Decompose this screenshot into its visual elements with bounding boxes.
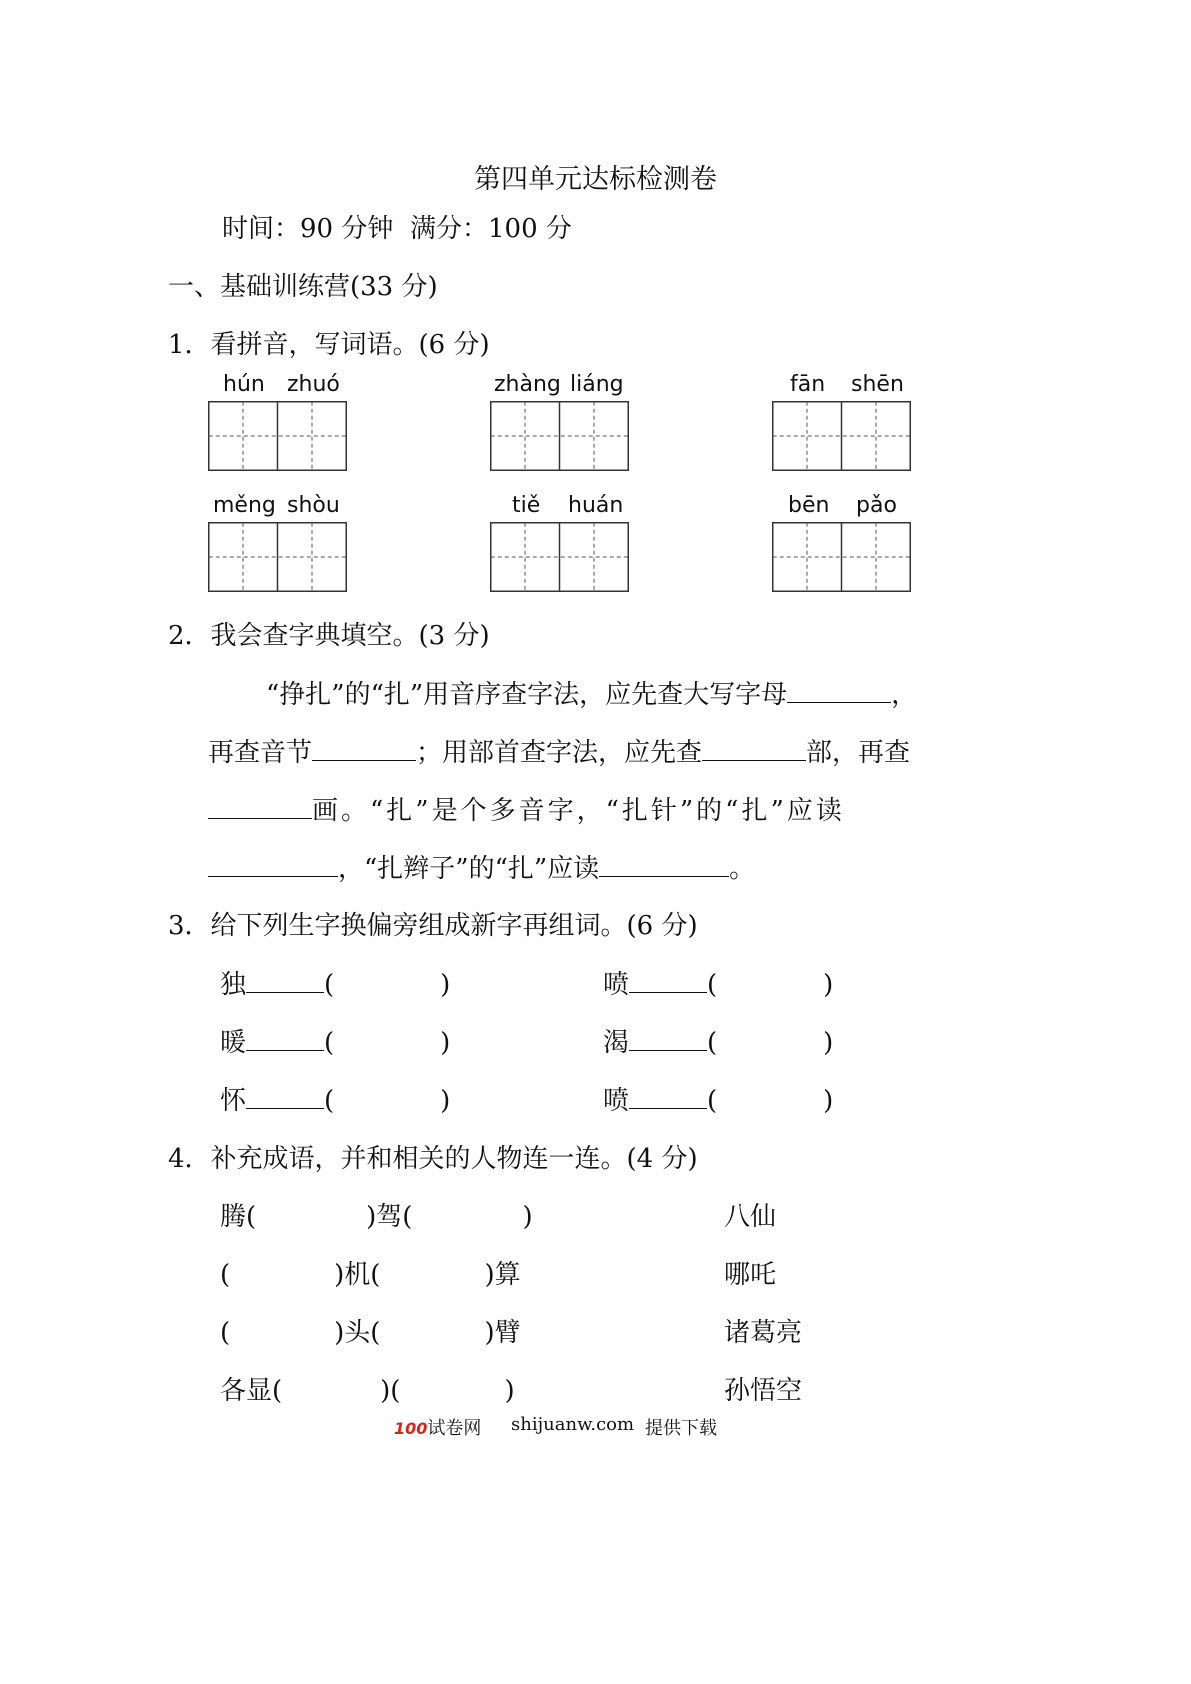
exam-score: 满分：100 分	[410, 214, 572, 244]
idiom-row	[220, 1312, 521, 1349]
answer-blank[interactable]	[208, 796, 312, 819]
q2-text: 再查音节	[208, 738, 313, 768]
answer-blank[interactable]	[246, 1028, 324, 1051]
section-heading: 一、基础训练营(33 分)	[168, 272, 438, 302]
q3-item	[220, 964, 450, 1001]
pinyin: zhuó	[287, 372, 340, 397]
q2-text: ，	[891, 680, 918, 710]
pinyin: huán	[568, 493, 624, 518]
person-name[interactable]: 八仙	[724, 1202, 777, 1232]
paren: )	[440, 1028, 451, 1058]
pinyin: hún	[223, 372, 265, 397]
writing-grid[interactable]	[208, 522, 358, 596]
q3-item	[220, 1022, 450, 1059]
q2-line-1	[266, 674, 917, 711]
q2-text: 画。“扎”是个多音字，“扎针”的“扎”应读	[312, 796, 845, 826]
pinyin: zhàng	[494, 372, 561, 397]
writing-grid[interactable]	[772, 522, 922, 596]
idiom-part: )臂	[484, 1318, 521, 1348]
idiom-row	[220, 1370, 515, 1407]
character: 独	[220, 970, 247, 1000]
paren: )	[440, 970, 451, 1000]
answer-blank[interactable]	[208, 854, 338, 877]
character: 怀	[220, 1086, 247, 1116]
q3-item	[603, 1080, 833, 1117]
idiom-part: (	[220, 1260, 231, 1290]
page-title: 第四单元达标检测卷	[474, 164, 717, 195]
answer-blank[interactable]	[629, 970, 707, 993]
person-name[interactable]: 诸葛亮	[724, 1318, 803, 1348]
answer-blank[interactable]	[629, 1086, 707, 1109]
writing-grid[interactable]	[490, 522, 640, 596]
idiom-part: )头(	[334, 1318, 381, 1348]
footer-url[interactable]: shijuanw.com	[511, 1414, 635, 1435]
writing-grid[interactable]	[490, 401, 640, 475]
paren: )	[823, 1028, 834, 1058]
character: 渴	[603, 1028, 630, 1058]
pinyin: shòu	[287, 493, 340, 518]
idiom-part: )	[504, 1376, 515, 1406]
character: 暖	[220, 1028, 247, 1058]
person-name[interactable]: 哪吒	[724, 1260, 777, 1290]
q2-line-3	[208, 790, 845, 827]
idiom-part: 各显(	[220, 1376, 283, 1406]
footer-site-name: 试卷网	[427, 1418, 482, 1439]
idiom-part: )机(	[334, 1260, 381, 1290]
idiom-part: (	[220, 1318, 231, 1348]
idiom-row	[220, 1254, 521, 1291]
question-3-title: 3．给下列生字换偏旁组成新字再组词。(6 分)	[168, 911, 698, 941]
person-name[interactable]: 孙悟空	[724, 1376, 803, 1406]
paren: (	[324, 1086, 335, 1116]
answer-blank[interactable]	[787, 680, 891, 703]
paren: (	[707, 970, 718, 1000]
writing-grid[interactable]	[772, 401, 922, 475]
q2-text: ；用部首查字法，应先查	[416, 738, 703, 768]
answer-blank[interactable]	[599, 854, 729, 877]
answer-blank[interactable]	[246, 970, 324, 993]
q3-item	[220, 1080, 450, 1117]
character: 喷	[603, 1086, 630, 1116]
paren: )	[823, 1086, 834, 1116]
answer-blank[interactable]	[702, 738, 806, 761]
q2-line-2	[208, 732, 910, 769]
question-1-title: 1．看拼音，写词语。(6 分)	[168, 330, 490, 360]
q2-text: 部，再查	[806, 738, 911, 768]
footer-note: 提供下载	[645, 1418, 717, 1439]
pinyin: bēn	[788, 493, 830, 518]
question-2-title: 2．我会查字典填空。(3 分)	[168, 621, 490, 651]
answer-blank[interactable]	[629, 1028, 707, 1051]
q2-text: ，“扎辫子”的“扎”应读	[338, 854, 600, 884]
pinyin: liáng	[570, 372, 624, 397]
pinyin: pǎo	[856, 493, 897, 518]
idiom-part: 腾(	[220, 1202, 257, 1232]
exam-time: 时间：90 分钟	[222, 214, 394, 244]
idiom-part: )算	[484, 1260, 521, 1290]
idiom-row	[220, 1196, 533, 1233]
paren: (	[324, 970, 335, 1000]
idiom-part: )	[522, 1202, 533, 1232]
q3-item	[603, 964, 833, 1001]
pinyin: tiě	[512, 493, 541, 518]
q2-line-4	[208, 848, 755, 885]
paren: )	[440, 1086, 451, 1116]
paren: )	[823, 970, 834, 1000]
paren: (	[707, 1086, 718, 1116]
q2-text: “挣扎”的“扎”用音序查字法，应先查大写字母	[266, 680, 788, 710]
pinyin: fān	[790, 372, 826, 397]
paren: (	[707, 1028, 718, 1058]
pinyin: shēn	[851, 372, 904, 397]
question-4-title: 4．补充成语，并和相关的人物连一连。(4 分)	[168, 1144, 698, 1174]
logo-100-icon: 100	[394, 1419, 428, 1438]
answer-blank[interactable]	[246, 1086, 324, 1109]
q3-item	[603, 1022, 833, 1059]
footer-brand	[394, 1414, 481, 1440]
idiom-part: )(	[380, 1376, 401, 1406]
paren: (	[324, 1028, 335, 1058]
q2-text: 。	[729, 854, 756, 884]
writing-grid[interactable]	[208, 401, 358, 475]
idiom-part: )驾(	[366, 1202, 413, 1232]
character: 喷	[603, 970, 630, 1000]
answer-blank[interactable]	[312, 738, 416, 761]
pinyin: měng	[213, 493, 276, 518]
